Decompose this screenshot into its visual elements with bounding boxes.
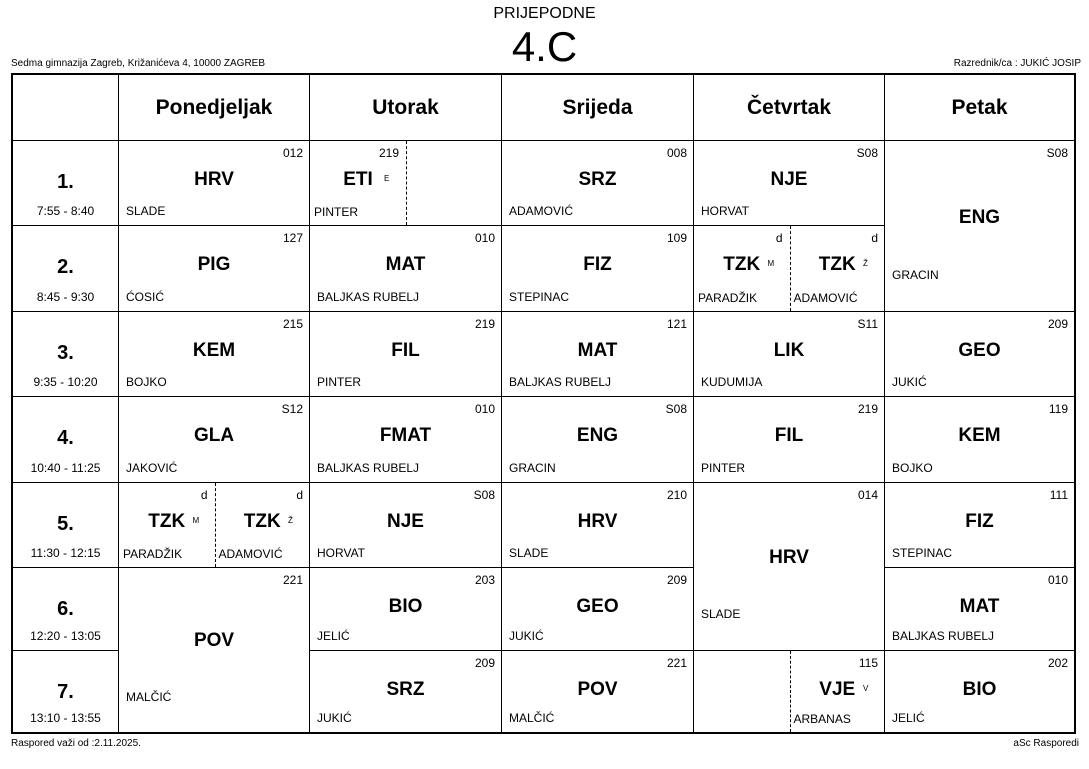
lesson-room: 012 xyxy=(282,146,303,160)
lesson-subject: MAT xyxy=(959,596,1000,617)
period-time: 11:30 - 12:15 xyxy=(30,546,101,560)
lesson-room: S12 xyxy=(281,402,303,416)
group-divider xyxy=(215,483,216,567)
lesson-cell xyxy=(885,397,1074,483)
period-number: 6. xyxy=(57,598,74,620)
lesson-room: 008 xyxy=(666,146,687,160)
lesson-cell xyxy=(885,141,1074,312)
period-time: 7:55 - 8:40 xyxy=(36,204,95,218)
lesson-teacher: PINTER xyxy=(701,461,746,475)
lesson-subject: SRZ xyxy=(578,169,617,190)
lesson-teacher: BALJKAS RUBELJ xyxy=(509,375,612,389)
lesson-group-tag: Ž xyxy=(863,259,868,268)
lesson-room: 209 xyxy=(474,656,495,670)
lesson-teacher: JUKIĆ xyxy=(892,375,927,389)
lesson-group xyxy=(119,483,215,567)
lesson-teacher: MALČIĆ xyxy=(509,711,555,725)
lesson-subject: LIK xyxy=(773,340,805,361)
lesson-group-tag: Ž xyxy=(288,516,293,525)
lesson-subject: HRV xyxy=(194,169,234,190)
validity-note: Raspored važi od :2.11.2025. xyxy=(11,738,141,749)
lesson-group-tag: M xyxy=(767,259,775,268)
lesson-cell xyxy=(310,651,502,732)
lesson-teacher: ADAMOVIĆ xyxy=(218,547,283,561)
lesson-teacher: JUKIĆ xyxy=(509,629,544,643)
lesson-room: d xyxy=(200,488,208,502)
lesson-subject: FIL xyxy=(391,340,420,361)
lesson-teacher: KUDUMIJA xyxy=(701,375,763,389)
lesson-room: 215 xyxy=(282,317,303,331)
day-header: Srijeda xyxy=(502,75,694,141)
period-number: 7. xyxy=(57,681,74,703)
lesson-room: 221 xyxy=(666,656,687,670)
lesson-subject: NJE xyxy=(770,169,808,190)
lesson-room: 219 xyxy=(378,146,399,160)
school-address: Sedma gimnazija Zagreb, Križanićeva 4, 10000 ZAGREB xyxy=(11,58,266,69)
lesson-cell xyxy=(885,568,1074,651)
lesson-cell xyxy=(502,651,694,732)
lesson-teacher: SLADE xyxy=(509,546,549,560)
lesson-cell xyxy=(694,651,885,732)
lesson-teacher: JELIĆ xyxy=(317,629,350,643)
lesson-cell xyxy=(694,483,885,651)
lesson-teacher: GRACIN xyxy=(509,461,556,475)
lesson-cell xyxy=(694,141,885,226)
lesson-teacher: BALJKAS RUBELJ xyxy=(317,461,420,475)
lesson-teacher: PARADŽIK xyxy=(123,547,183,561)
lesson-cell xyxy=(310,226,502,312)
period-number: 4. xyxy=(57,427,74,449)
lesson-cell xyxy=(502,568,694,651)
lesson-subject: BIO xyxy=(388,596,423,617)
class-teacher: Razrednik/ca : JUKIĆ JOSIP xyxy=(953,58,1081,69)
lesson-subject: TZK xyxy=(818,254,856,275)
lesson-room: 219 xyxy=(474,317,495,331)
lesson-cell xyxy=(310,483,502,568)
lesson-cell xyxy=(694,397,885,483)
lesson-subject: ENG xyxy=(576,425,619,446)
lesson-subject: FIL xyxy=(774,425,804,446)
lesson-room: 014 xyxy=(857,488,878,502)
software-brand: aSc Rasporedi xyxy=(1013,738,1079,749)
period-label xyxy=(13,226,119,312)
lesson-group xyxy=(215,483,311,567)
lesson-cell xyxy=(119,397,310,483)
lesson-room: S11 xyxy=(857,317,878,331)
lesson-room: 210 xyxy=(666,488,687,502)
lesson-subject: HRV xyxy=(577,511,618,532)
lesson-subject: TZK xyxy=(148,511,186,532)
lesson-subject: GEO xyxy=(576,596,619,617)
lesson-teacher: JAKOVIĆ xyxy=(126,461,178,475)
lesson-subject: MAT xyxy=(577,340,618,361)
lesson-subject: TZK xyxy=(243,511,281,532)
lesson-teacher: ADAMOVIĆ xyxy=(509,204,574,218)
lesson-cell xyxy=(502,397,694,483)
period-label xyxy=(13,568,119,651)
lesson-group-tag: M xyxy=(192,516,200,525)
lesson-cell xyxy=(119,141,310,226)
timetable-grid xyxy=(11,73,1076,734)
lesson-subject: PIG xyxy=(197,254,231,275)
lesson-subject: GEO xyxy=(958,340,1001,361)
period-label xyxy=(13,397,119,483)
lesson-teacher: HORVAT xyxy=(701,204,750,218)
lesson-subject: HRV xyxy=(769,547,809,568)
lesson-room: 127 xyxy=(282,231,303,245)
lesson-cell xyxy=(310,141,502,226)
lesson-cell xyxy=(119,483,310,568)
period-time: 13:10 - 13:55 xyxy=(30,711,101,725)
period-time: 12:20 - 13:05 xyxy=(30,629,101,643)
lesson-teacher: PINTER xyxy=(317,375,362,389)
lesson-subject: BIO xyxy=(962,679,997,700)
lesson-cell xyxy=(119,226,310,312)
lesson-cell xyxy=(310,568,502,651)
lesson-teacher: JUKIĆ xyxy=(317,711,352,725)
period-number: 2. xyxy=(57,256,74,278)
lesson-teacher: SLADE xyxy=(126,204,166,218)
lesson-room: S08 xyxy=(473,488,495,502)
lesson-subject: FMAT xyxy=(379,425,432,446)
period-label xyxy=(13,483,119,568)
period-time: 9:35 - 10:20 xyxy=(33,375,98,389)
period-time: 8:45 - 9:30 xyxy=(36,290,95,304)
lesson-teacher: SLADE xyxy=(701,607,741,621)
lesson-teacher: ĆOSIĆ xyxy=(126,290,165,304)
lesson-group-tag: V xyxy=(863,684,869,693)
day-header: Ponedjeljak xyxy=(119,75,310,141)
shift-label: PRIJEPODNE xyxy=(493,5,596,22)
lesson-cell xyxy=(119,568,310,732)
lesson-cell xyxy=(694,226,885,312)
lesson-subject: SRZ xyxy=(386,679,425,700)
period-number: 3. xyxy=(57,342,74,364)
lesson-room: 209 xyxy=(666,573,687,587)
lesson-subject: GLA xyxy=(193,425,235,446)
lesson-cell xyxy=(502,483,694,568)
period-label xyxy=(13,141,119,226)
lesson-room: d xyxy=(871,231,878,245)
period-label xyxy=(13,651,119,732)
lesson-cell xyxy=(310,397,502,483)
lesson-room: 203 xyxy=(474,573,495,587)
lesson-teacher: ARBANAS xyxy=(793,712,851,726)
lesson-room: 121 xyxy=(666,317,687,331)
lesson-room: d xyxy=(775,231,783,245)
period-number: 5. xyxy=(57,513,74,535)
lesson-room: 010 xyxy=(474,402,495,416)
lesson-subject: MAT xyxy=(385,254,426,275)
lesson-room: S08 xyxy=(856,146,878,160)
lesson-subject: POV xyxy=(193,630,235,651)
lesson-group-tag: E xyxy=(384,174,390,183)
lesson-group xyxy=(694,226,790,311)
lesson-room: 010 xyxy=(1047,573,1068,587)
lesson-cell xyxy=(885,483,1074,568)
lesson-teacher: BOJKO xyxy=(892,461,933,475)
lesson-subject: POV xyxy=(577,679,618,700)
lesson-teacher: JELIĆ xyxy=(892,711,925,725)
lesson-room: S08 xyxy=(1046,146,1068,160)
lesson-teacher: MALČIĆ xyxy=(126,690,172,704)
lesson-room: 119 xyxy=(1048,402,1068,416)
lesson-subject: KEM xyxy=(958,425,1001,446)
lesson-room: 221 xyxy=(282,573,303,587)
lesson-group xyxy=(790,226,886,311)
lesson-subject: FIZ xyxy=(965,511,994,532)
lesson-room: d xyxy=(296,488,303,502)
lesson-room: 219 xyxy=(857,402,878,416)
day-header: Petak xyxy=(885,75,1074,141)
lesson-room: 111 xyxy=(1049,488,1068,502)
lesson-teacher: BALJKAS RUBELJ xyxy=(317,290,420,304)
lesson-room: 109 xyxy=(666,231,687,245)
lesson-teacher: BALJKAS RUBELJ xyxy=(892,629,995,643)
lesson-subject: VJE xyxy=(819,679,856,700)
group-divider xyxy=(790,651,791,732)
period-number: 1. xyxy=(57,171,74,193)
lesson-teacher: BOJKO xyxy=(126,375,167,389)
lesson-room: S08 xyxy=(665,402,687,416)
lesson-subject: NJE xyxy=(387,511,424,532)
lesson-subject: KEM xyxy=(192,340,236,361)
lesson-cell xyxy=(502,312,694,397)
lesson-teacher: STEPINAC xyxy=(892,546,953,560)
lesson-teacher: GRACIN xyxy=(892,268,939,282)
lesson-group xyxy=(790,651,886,732)
lesson-cell xyxy=(885,312,1074,397)
lesson-teacher: STEPINAC xyxy=(509,290,570,304)
lesson-teacher: PINTER xyxy=(314,205,359,219)
group-divider xyxy=(790,226,791,311)
lesson-teacher: PARADŽIK xyxy=(698,291,758,305)
lesson-cell xyxy=(310,312,502,397)
day-header: Utorak xyxy=(310,75,502,141)
lesson-teacher: HORVAT xyxy=(317,546,366,560)
period-label xyxy=(13,312,119,397)
lesson-subject: ENG xyxy=(958,207,1001,228)
lesson-room: 115 xyxy=(858,656,878,670)
lesson-room: 010 xyxy=(474,231,495,245)
lesson-cell xyxy=(119,312,310,397)
lesson-room: 209 xyxy=(1047,317,1068,331)
lesson-room: 202 xyxy=(1047,656,1068,670)
lesson-subject: TZK xyxy=(723,254,761,275)
lesson-subject: ETI xyxy=(343,169,373,190)
day-header: Četvrtak xyxy=(694,75,885,141)
group-divider xyxy=(406,141,407,225)
lesson-cell xyxy=(502,141,694,226)
lesson-cell xyxy=(694,312,885,397)
class-title: 4.C xyxy=(511,23,578,70)
lesson-group xyxy=(310,141,406,225)
lesson-cell xyxy=(885,651,1074,732)
period-time: 10:40 - 11:25 xyxy=(30,461,101,475)
lesson-teacher: ADAMOVIĆ xyxy=(793,291,858,305)
lesson-subject: FIZ xyxy=(583,254,612,275)
lesson-cell xyxy=(502,226,694,312)
corner-cell xyxy=(13,75,119,141)
